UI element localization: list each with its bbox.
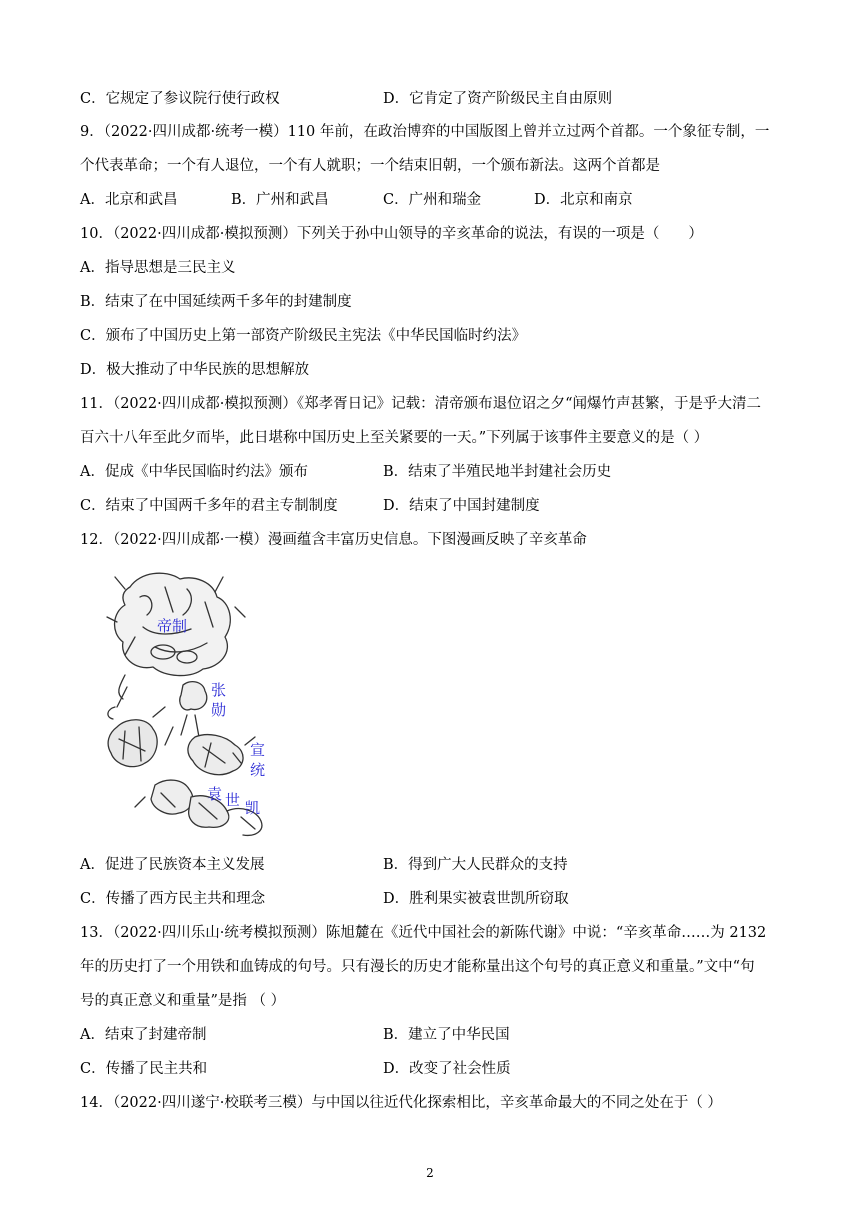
q9-option-a: A．北京和武昌	[80, 192, 178, 208]
q13-stem-line3: 号的真正意义和重量”是指 （ ）	[80, 993, 286, 1009]
q12-option-a: A．促进了民族资本主义发展	[80, 857, 265, 873]
q14-stem: 14．（2022·四川遂宁·校联考三模）与中国以往近代化探索相比，辛亥革命最大的不同之处在于（ ）	[80, 1095, 722, 1111]
q9-option-c: C．广州和瑞金	[383, 192, 482, 208]
cartoon-label-kai: 凯	[245, 799, 261, 817]
cartoon-label-shi: 世	[225, 791, 241, 809]
q9-stem-line1: 9．（2022·四川成都·统考一模）110 年前，在政治博弈的中国版图上曾并立过两个首都。一个象征专制，一	[80, 124, 770, 140]
q11-option-d: D．结束了中国封建制度	[383, 498, 540, 514]
q13-stem-line1: 13．（2022·四川乐山·统考模拟预测）陈旭麓在《近代中国社会的新陈代谢》中说：“辛亥革命……为 2132	[80, 925, 767, 941]
q8-option-d: D．它肯定了资产阶级民主自由原则	[383, 91, 613, 107]
q12-option-c: C．传播了西方民主共和理念	[80, 891, 266, 907]
q12-option-b: B．得到广大人民群众的支持	[383, 857, 568, 873]
q10-option-d: D．极大推动了中华民族的思想解放	[80, 362, 310, 378]
history-cartoon-image	[95, 567, 285, 839]
q10-stem: 10．（2022·四川成都·模拟预测）下列关于孙中山领导的辛亥革命的说法，有误的一项是（ ）	[80, 226, 703, 242]
q11-stem-line2: 百六十八年至此夕而毕，此日堪称中国历史上至关紧要的一天。”下列属于该事件主要意义的是（ ）	[80, 430, 709, 446]
q11-option-a: A．促成《中华民国临时约法》颁布	[80, 464, 308, 480]
cartoon-label-xun: 勋	[211, 701, 227, 719]
cartoon-label-yuan: 袁	[207, 785, 223, 803]
q10-option-b: B．结束了在中国延续两千多年的封建制度	[80, 294, 352, 310]
q12-option-d: D．胜利果实被袁世凯所窃取	[383, 891, 569, 907]
q13-option-b: B．建立了中华民国	[383, 1027, 510, 1043]
cartoon-label-zhang: 张	[211, 681, 227, 699]
q13-option-c: C．传播了民主共和	[80, 1061, 208, 1077]
q9-stem-line2: 个代表革命；一个有人退位，一个有人就职；一个结束旧朝，一个颁布新法。这两个首都是	[80, 158, 660, 174]
cartoon-label-dizhi: 帝制	[157, 617, 188, 635]
q10-option-c: C．颁布了中国历史上第一部资产阶级民主宪法《中华民国临时约法》	[80, 328, 527, 344]
cartoon-label-xuan: 宣	[250, 741, 266, 759]
q13-option-d: D．改变了社会性质	[383, 1061, 511, 1077]
q11-stem-line1: 11．（2022·四川成都·模拟预测）《郑孝胥日记》记载：清帝颁布退位诏之夕“闻爆竹声甚繁，于是乎大清二	[80, 396, 761, 412]
q11-option-b: B．结束了半殖民地半封建社会历史	[383, 464, 612, 480]
cartoon-label-tong: 统	[250, 761, 266, 779]
q9-option-d: D．北京和南京	[534, 192, 633, 208]
q11-option-c: C．结束了中国两千多年的君主专制制度	[80, 498, 338, 514]
q13-option-a: A．结束了封建帝制	[80, 1027, 207, 1043]
q10-option-a: A．指导思想是三民主义	[80, 260, 236, 276]
q13-stem-line2: 年的历史打了一个用铁和血铸成的句号。只有漫长的历史才能称量出这个句号的真正意义和重量。”文中“句	[80, 959, 755, 975]
q9-option-b: B．广州和武昌	[231, 192, 329, 208]
q12-stem: 12．（2022·四川成都·一模）漫画蕴含丰富历史信息。下图漫画反映了辛亥革命	[80, 532, 587, 548]
page-number: 2	[426, 1166, 434, 1180]
q8-option-c: C．它规定了参议院行使行政权	[80, 91, 280, 107]
